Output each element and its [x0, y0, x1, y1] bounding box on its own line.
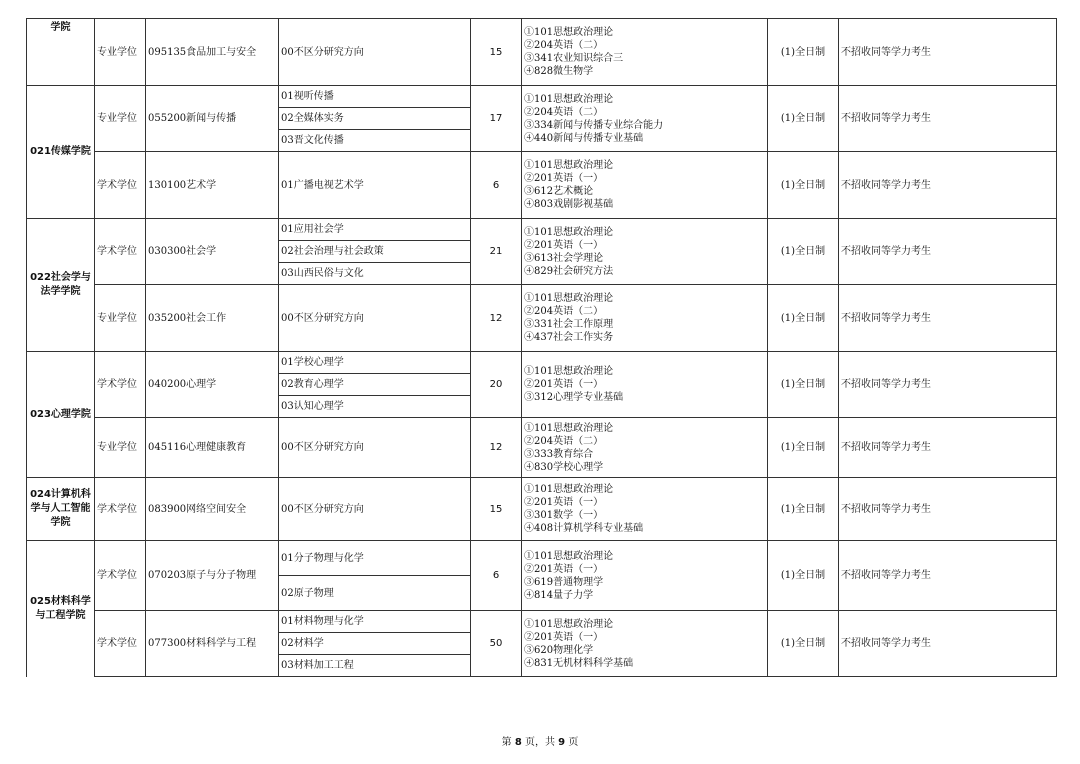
exam-subject-line: ②204英语（二）: [524, 435, 604, 447]
college-name-cell: 学院: [27, 19, 95, 86]
page-footer: [0, 733, 1080, 748]
college-name-cell: 025材料科学与工程学院: [27, 541, 95, 677]
exam-subject-line: ②201英语（一）: [524, 239, 604, 251]
degree-type-cell: 专业学位: [95, 19, 146, 86]
exam-subject-line: ③612艺术概论: [524, 186, 594, 197]
remarks-cell: 不招收同等学力考生: [839, 19, 1057, 86]
exam-subject-line: ①101思想政治理论: [524, 618, 614, 630]
exam-subject-line: ①101思想政治理论: [524, 422, 614, 434]
quota-cell: 12: [471, 418, 522, 478]
exam-subjects-cell: [522, 219, 768, 285]
exam-subjects-cell: [522, 418, 768, 478]
exam-subject-line: ④828微生物学: [524, 66, 594, 77]
exam-subject-line: ①101思想政治理论: [524, 293, 614, 304]
total-page-number: 9: [558, 737, 566, 748]
exam-subject-line: ③333教育综合: [524, 448, 594, 460]
research-direction-cell: 00不区分研究方向: [279, 478, 471, 541]
exam-subjects-cell: [522, 285, 768, 352]
study-mode-cell: (1)全日制: [768, 86, 839, 152]
table-row: [27, 219, 1057, 241]
quota-cell: 21: [471, 219, 522, 285]
quota-cell: 12: [471, 285, 522, 352]
quota-cell: 15: [471, 478, 522, 541]
remarks-cell: 不招收同等学力考生: [839, 611, 1057, 677]
exam-subject-line: ④830学校心理学: [524, 461, 604, 473]
exam-subject-line: ④437社会工作实务: [524, 332, 614, 343]
study-mode-cell: (1)全日制: [768, 219, 839, 285]
exam-subjects-cell: [522, 478, 768, 541]
study-mode-cell: (1)全日制: [768, 478, 839, 541]
quota-cell: 17: [471, 86, 522, 152]
table-row: [27, 611, 1057, 633]
major-cell: 045116心理健康教育: [146, 418, 279, 478]
study-mode-cell: (1)全日制: [768, 285, 839, 352]
major-cell: 055200新闻与传播: [146, 86, 279, 152]
research-direction-cell: 01视听传播: [279, 86, 471, 108]
exam-subject-line: ③331社会工作原理: [524, 319, 614, 330]
exam-subject-line: ①101思想政治理论: [524, 93, 614, 105]
exam-subject-line: ③620物理化学: [524, 644, 594, 656]
table-row: [27, 418, 1057, 478]
remarks-cell: 不招收同等学力考生: [839, 285, 1057, 352]
research-direction-cell: 02教育心理学: [279, 374, 471, 396]
major-cell: 030300社会学: [146, 219, 279, 285]
research-direction-cell: 02社会治理与社会政策: [279, 241, 471, 263]
enrollment-table: [26, 18, 1057, 677]
quota-cell: 20: [471, 352, 522, 418]
degree-type-cell: 学术学位: [95, 152, 146, 219]
exam-subject-line: ②201英语（一）: [524, 631, 604, 643]
table-row: [27, 86, 1057, 108]
major-cell: 130100艺术学: [146, 152, 279, 219]
exam-subject-line: ①101思想政治理论: [524, 550, 614, 562]
research-direction-cell: 03山西民俗与文化: [279, 263, 471, 285]
degree-type-cell: 专业学位: [95, 86, 146, 152]
table-row: [27, 478, 1057, 541]
exam-subject-line: ①101思想政治理论: [524, 484, 614, 495]
exam-subject-line: ③312心理学专业基础: [524, 392, 624, 403]
exam-subject-line: ②204英语（二）: [524, 40, 604, 51]
exam-subject-line: ②201英语（一）: [524, 379, 604, 390]
exam-subject-line: ①101思想政治理论: [524, 27, 614, 38]
degree-type-cell: 学术学位: [95, 541, 146, 611]
study-mode-cell: (1)全日制: [768, 152, 839, 219]
exam-subject-line: ②204英语（二）: [524, 306, 604, 317]
degree-type-cell: 学术学位: [95, 219, 146, 285]
exam-subject-line: ②201英语（一）: [524, 497, 604, 508]
table-row: [27, 19, 1057, 86]
exam-subject-line: ③613社会学理论: [524, 252, 604, 264]
exam-subjects-cell: [522, 19, 768, 86]
research-direction-cell: 03认知心理学: [279, 396, 471, 418]
college-name-cell: 021传媒学院: [27, 86, 95, 219]
research-direction-cell: 00不区分研究方向: [279, 418, 471, 478]
exam-subject-line: ④408计算机学科专业基础: [524, 523, 644, 534]
remarks-cell: 不招收同等学力考生: [839, 152, 1057, 219]
research-direction-cell: 02材料学: [279, 633, 471, 655]
study-mode-cell: (1)全日制: [768, 541, 839, 611]
exam-subject-line: ①101思想政治理论: [524, 366, 614, 377]
research-direction-cell: 00不区分研究方向: [279, 285, 471, 352]
exam-subject-line: ④803戏剧影视基础: [524, 199, 614, 210]
study-mode-cell: (1)全日制: [768, 418, 839, 478]
exam-subjects-cell: [522, 611, 768, 677]
quota-cell: 50: [471, 611, 522, 677]
major-cell: 035200社会工作: [146, 285, 279, 352]
research-direction-cell: 01学校心理学: [279, 352, 471, 374]
table-row: [27, 285, 1057, 352]
college-name-cell: 023心理学院: [27, 352, 95, 478]
degree-type-cell: 专业学位: [95, 285, 146, 352]
exam-subject-line: ④440新闻与传播专业基础: [524, 132, 644, 144]
research-direction-cell: 03晋文化传播: [279, 130, 471, 152]
footer-middle: 页，共: [521, 737, 559, 748]
research-direction-cell: 00不区分研究方向: [279, 19, 471, 86]
degree-type-cell: 学术学位: [95, 611, 146, 677]
major-cell: 070203原子与分子物理: [146, 541, 279, 611]
exam-subject-line: ④831无机材料科学基础: [524, 657, 634, 669]
exam-subject-line: ②201英语（一）: [524, 563, 604, 575]
exam-subjects-cell: [522, 86, 768, 152]
remarks-cell: 不招收同等学力考生: [839, 86, 1057, 152]
remarks-cell: 不招收同等学力考生: [839, 478, 1057, 541]
footer-prefix: 第: [501, 737, 515, 748]
table-row: [27, 352, 1057, 374]
degree-type-cell: 专业学位: [95, 418, 146, 478]
exam-subject-line: ④814量子力学: [524, 589, 594, 601]
exam-subject-line: ②201英语（一）: [524, 173, 604, 184]
exam-subject-line: ③619普通物理学: [524, 576, 604, 588]
research-direction-cell: 01应用社会学: [279, 219, 471, 241]
table-row: [27, 541, 1057, 576]
remarks-cell: 不招收同等学力考生: [839, 541, 1057, 611]
degree-type-cell: 学术学位: [95, 478, 146, 541]
footer-suffix: 页: [565, 737, 579, 748]
college-name-cell: 024计算机科学与人工智能学院: [27, 478, 95, 541]
exam-subject-line: ③301数学（一）: [524, 510, 604, 521]
study-mode-cell: (1)全日制: [768, 352, 839, 418]
exam-subject-line: ①101思想政治理论: [524, 226, 614, 238]
quota-cell: 15: [471, 19, 522, 86]
exam-subjects-cell: [522, 152, 768, 219]
college-name-cell: 022社会学与法学学院: [27, 219, 95, 352]
exam-subject-line: ①101思想政治理论: [524, 160, 614, 171]
quota-cell: 6: [471, 152, 522, 219]
research-direction-cell: 02原子物理: [279, 576, 471, 611]
quota-cell: 6: [471, 541, 522, 611]
study-mode-cell: (1)全日制: [768, 611, 839, 677]
remarks-cell: 不招收同等学力考生: [839, 418, 1057, 478]
study-mode-cell: (1)全日制: [768, 19, 839, 86]
major-cell: 077300材料科学与工程: [146, 611, 279, 677]
enrollment-table-sheet: [26, 18, 1056, 677]
exam-subject-line: ④829社会研究方法: [524, 265, 614, 277]
current-page-number: 8: [514, 737, 522, 748]
major-cell: 040200心理学: [146, 352, 279, 418]
exam-subjects-cell: [522, 352, 768, 418]
remarks-cell: 不招收同等学力考生: [839, 352, 1057, 418]
research-direction-cell: 01分子物理与化学: [279, 541, 471, 576]
research-direction-cell: 03材料加工工程: [279, 655, 471, 677]
table-row: [27, 152, 1057, 219]
exam-subject-line: ③341农业知识综合三: [524, 53, 624, 64]
research-direction-cell: 01材料物理与化学: [279, 611, 471, 633]
exam-subjects-cell: [522, 541, 768, 611]
exam-subject-line: ③334新闻与传播专业综合能力: [524, 119, 664, 131]
major-cell: 095135食品加工与安全: [146, 19, 279, 86]
research-direction-cell: 01广播电视艺术学: [279, 152, 471, 219]
major-cell: 083900网络空间安全: [146, 478, 279, 541]
exam-subject-line: ②204英语（二）: [524, 106, 604, 118]
research-direction-cell: 02全媒体实务: [279, 108, 471, 130]
degree-type-cell: 学术学位: [95, 352, 146, 418]
remarks-cell: 不招收同等学力考生: [839, 219, 1057, 285]
